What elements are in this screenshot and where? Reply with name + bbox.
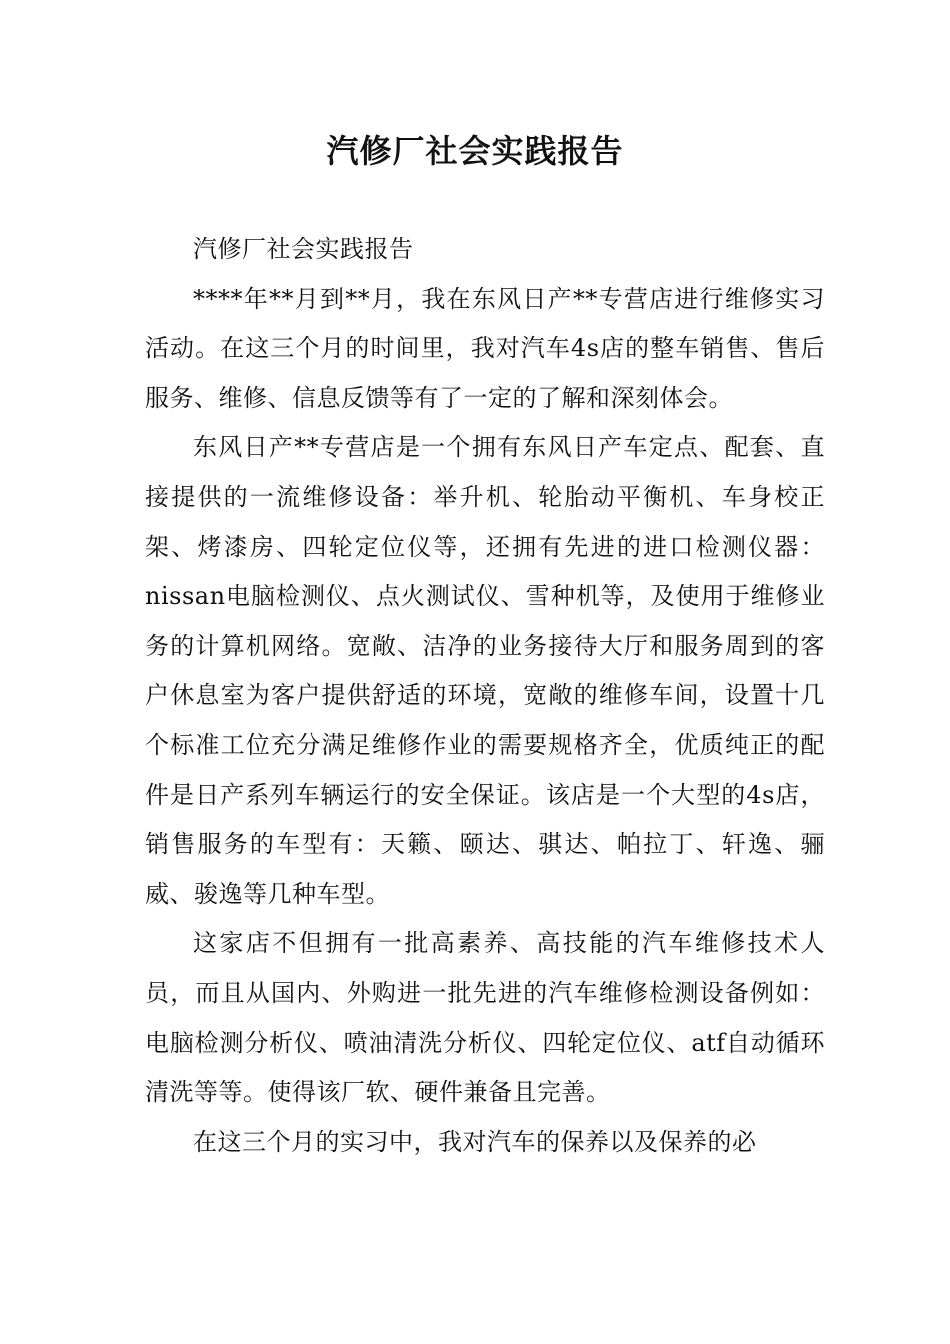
paragraph-subtitle: 汽修厂社会实践报告 — [193, 235, 414, 263]
paragraph-shop-equipment: 东风日产**专营店是一个拥有东风日产车定点、配套、直接提供的一流维修设备：举升机、轮胎动平衡机、车身校正架、烤漆房、四轮定位仪等，还拥有先进的进口检测仪器：nissan电脑检测仪、点火测试仪、雪种机等，及使用于维修业务的计算机网络。宽敞、洁净的业务接待大厅和服务周到的客户休息室为客户提供舒适的环境，宽敞的维修车间，设置十几个标准工位充分满足维修作业的需要规格齐全，优质纯正的配件是日产系列车辆运行的安全保证。该店是一个大型的4s店，销售服务的车型有：天籁、颐达、骐达、帕拉丁、轩逸、骊威、骏逸等几种车型。 — [145, 433, 825, 908]
paragraph-staff-and-devices: 这家店不但拥有一批高素养、高技能的汽车维修技术人员，而且从国内、外购进一批先进的汽车维修检测设备例如：电脑检测分析仪、喷油清洗分析仪、四轮定位仪、atf自动循环清洗等等。使得该厂软、硬件兼备且完善。 — [145, 929, 825, 1107]
document-title: 汽修厂社会实践报告 — [326, 132, 624, 170]
paragraph-internship-intro: ****年**月到**月，我在东风日产**专营店进行维修实习活动。在这三个月的时间里，我对汽车4s店的整车销售、售后服务、维修、信息反馈等有了一定的了解和深刻体会。 — [145, 284, 825, 412]
document-body — [145, 225, 825, 1167]
paragraph-maintenance-start: 在这三个月的实习中，我对汽车的保养以及保养的必 — [193, 1127, 757, 1156]
